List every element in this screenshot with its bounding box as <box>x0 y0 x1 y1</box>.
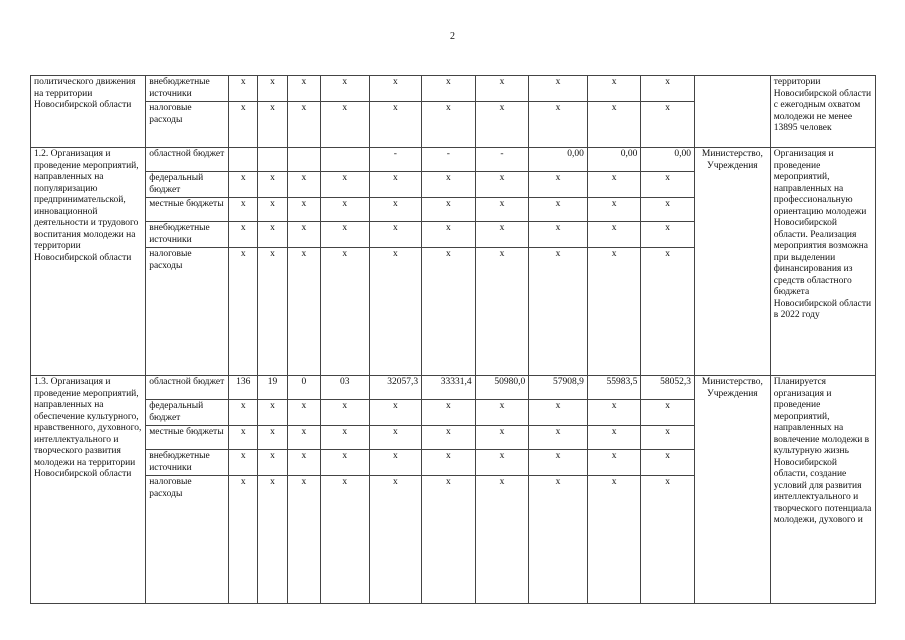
funding-source-label: федеральный бюджет <box>146 400 229 426</box>
value-cell: х <box>369 476 422 604</box>
value-cell: х <box>475 222 529 248</box>
value-cell: х <box>641 102 695 148</box>
value-cell: х <box>321 172 370 198</box>
value-cell: х <box>422 476 476 604</box>
value-cell: х <box>229 198 258 222</box>
value-cell: х <box>229 476 258 604</box>
value-cell: х <box>321 76 370 102</box>
table-row <box>31 148 876 172</box>
value-cell: х <box>641 400 695 426</box>
value-cell: х <box>587 450 641 476</box>
value-cell: х <box>369 222 422 248</box>
value-cell: 32057,3 <box>369 376 422 400</box>
value-cell: х <box>258 198 287 222</box>
value-cell: 0 <box>287 376 320 400</box>
value-cell: 0,00 <box>587 148 641 172</box>
value-cell: х <box>529 400 588 426</box>
value-cell: х <box>321 222 370 248</box>
value-cell: х <box>258 76 287 102</box>
value-cell: х <box>422 172 476 198</box>
value-cell: х <box>258 476 287 604</box>
value-cell: х <box>287 248 320 376</box>
value-cell: 03 <box>321 376 370 400</box>
funding-source-label: налоговые расходы <box>146 102 229 148</box>
value-cell: х <box>229 102 258 148</box>
value-cell: х <box>475 450 529 476</box>
value-cell: х <box>369 400 422 426</box>
executor-cell <box>694 76 770 148</box>
value-cell: 58052,3 <box>641 376 695 400</box>
value-cell: х <box>229 76 258 102</box>
funding-source-label: местные бюджеты <box>146 426 229 450</box>
executor-cell: Министерство, Учреждения <box>694 148 770 376</box>
expected-result: Организация и проведение мероприятий, направленных на профессиональную ориентацию молодежи Новосибирской области. Реализация мероприятия возможна при выделении финансирования из средств областного бюджета Новосибирской области в 2022 году <box>770 148 875 376</box>
value-cell: 57908,9 <box>529 376 588 400</box>
value-cell: х <box>529 450 588 476</box>
funding-source-label: внебюджетные источники <box>146 222 229 248</box>
value-cell: х <box>229 450 258 476</box>
funding-source-label: налоговые расходы <box>146 248 229 376</box>
value-cell: х <box>229 222 258 248</box>
value-cell: - <box>369 148 422 172</box>
value-cell: х <box>587 172 641 198</box>
table-row <box>31 376 876 400</box>
value-cell: х <box>587 248 641 376</box>
value-cell: х <box>321 248 370 376</box>
value-cell: х <box>321 426 370 450</box>
value-cell: х <box>529 476 588 604</box>
value-cell <box>287 148 320 172</box>
value-cell: х <box>475 476 529 604</box>
value-cell: х <box>475 426 529 450</box>
value-cell: х <box>229 426 258 450</box>
value-cell: х <box>529 426 588 450</box>
value-cell: 0,00 <box>529 148 588 172</box>
value-cell: х <box>475 76 529 102</box>
value-cell: х <box>422 400 476 426</box>
activity-description: политического движения на территории Новосибирской области <box>31 76 146 148</box>
value-cell: х <box>641 426 695 450</box>
value-cell: х <box>422 248 476 376</box>
funding-source-label: федеральный бюджет <box>146 172 229 198</box>
value-cell <box>258 148 287 172</box>
value-cell: х <box>587 400 641 426</box>
value-cell: х <box>287 76 320 102</box>
value-cell: х <box>287 450 320 476</box>
value-cell: - <box>422 148 476 172</box>
value-cell: - <box>475 148 529 172</box>
value-cell: х <box>529 248 588 376</box>
value-cell: х <box>287 172 320 198</box>
value-cell: х <box>321 450 370 476</box>
value-cell: х <box>641 222 695 248</box>
program-table <box>30 75 876 604</box>
value-cell: х <box>287 426 320 450</box>
activity-description: 1.2. Организация и проведение мероприятий, направленных на популяризацию предпринимательской, инновационной деятельности и трудового воспитания молодежи на территории Новосибирской области <box>31 148 146 376</box>
value-cell: х <box>422 450 476 476</box>
value-cell: х <box>287 476 320 604</box>
value-cell: х <box>287 222 320 248</box>
value-cell: х <box>475 198 529 222</box>
value-cell: х <box>321 400 370 426</box>
value-cell: х <box>475 400 529 426</box>
value-cell: х <box>475 102 529 148</box>
value-cell: х <box>641 476 695 604</box>
value-cell: х <box>369 248 422 376</box>
value-cell: х <box>422 76 476 102</box>
value-cell: х <box>369 172 422 198</box>
activity-description: 1.3. Организация и проведение мероприятий, направленных на обеспечение культурного, нравственного, духовного, интеллектуального и творческого развития молодежи на территории Новосибирской области <box>31 376 146 604</box>
value-cell: х <box>422 198 476 222</box>
value-cell: х <box>587 102 641 148</box>
value-cell: х <box>422 102 476 148</box>
value-cell: х <box>422 426 476 450</box>
value-cell <box>229 148 258 172</box>
value-cell: х <box>258 222 287 248</box>
value-cell: х <box>587 476 641 604</box>
value-cell: х <box>587 198 641 222</box>
value-cell: х <box>529 172 588 198</box>
value-cell: х <box>258 102 287 148</box>
funding-source-label: областной бюджет <box>146 148 229 172</box>
value-cell: 19 <box>258 376 287 400</box>
page-number: 2 <box>450 31 455 42</box>
value-cell: х <box>641 450 695 476</box>
value-cell: 50980,0 <box>475 376 529 400</box>
value-cell: х <box>475 248 529 376</box>
value-cell: х <box>321 198 370 222</box>
funding-source-label: налоговые расходы <box>146 476 229 604</box>
expected-result: Планируется организация и проведение мероприятий, направленных на вовлечение молодежи в культурную жизнь Новосибирской области, создание условий для развития интеллектуального и творческого потенциала молодежи, духового и <box>770 376 875 604</box>
value-cell: х <box>287 400 320 426</box>
value-cell: х <box>229 248 258 376</box>
value-cell: х <box>529 222 588 248</box>
value-cell: х <box>587 222 641 248</box>
funding-source-label: местные бюджеты <box>146 198 229 222</box>
value-cell: х <box>369 102 422 148</box>
value-cell: х <box>369 426 422 450</box>
executor-cell: Министерство, Учреждения <box>694 376 770 604</box>
value-cell: х <box>369 198 422 222</box>
value-cell: х <box>529 102 588 148</box>
value-cell: х <box>229 400 258 426</box>
expected-result: территории Новосибирской области с ежегодным охватом молодежи не менее 13895 человек <box>770 76 875 148</box>
funding-source-label: областной бюджет <box>146 376 229 400</box>
value-cell: х <box>258 248 287 376</box>
funding-source-label: внебюджетные источники <box>146 450 229 476</box>
value-cell: х <box>229 172 258 198</box>
value-cell <box>321 148 370 172</box>
value-cell: х <box>258 450 287 476</box>
value-cell: 33331,4 <box>422 376 476 400</box>
value-cell: х <box>422 222 476 248</box>
value-cell: х <box>287 102 320 148</box>
value-cell: х <box>321 102 370 148</box>
value-cell: 136 <box>229 376 258 400</box>
value-cell: х <box>641 248 695 376</box>
value-cell: х <box>641 76 695 102</box>
value-cell: х <box>258 172 287 198</box>
value-cell: х <box>321 476 370 604</box>
value-cell: 55983,5 <box>587 376 641 400</box>
value-cell: х <box>587 76 641 102</box>
value-cell: х <box>369 450 422 476</box>
funding-source-label: внебюджетные источники <box>146 76 229 102</box>
value-cell: х <box>529 76 588 102</box>
value-cell: х <box>475 172 529 198</box>
value-cell: х <box>587 426 641 450</box>
value-cell: х <box>529 198 588 222</box>
value-cell: 0,00 <box>641 148 695 172</box>
value-cell: х <box>641 172 695 198</box>
value-cell: х <box>258 400 287 426</box>
value-cell: х <box>641 198 695 222</box>
value-cell: х <box>258 426 287 450</box>
value-cell: х <box>369 76 422 102</box>
table-row <box>31 76 876 102</box>
value-cell: х <box>287 198 320 222</box>
